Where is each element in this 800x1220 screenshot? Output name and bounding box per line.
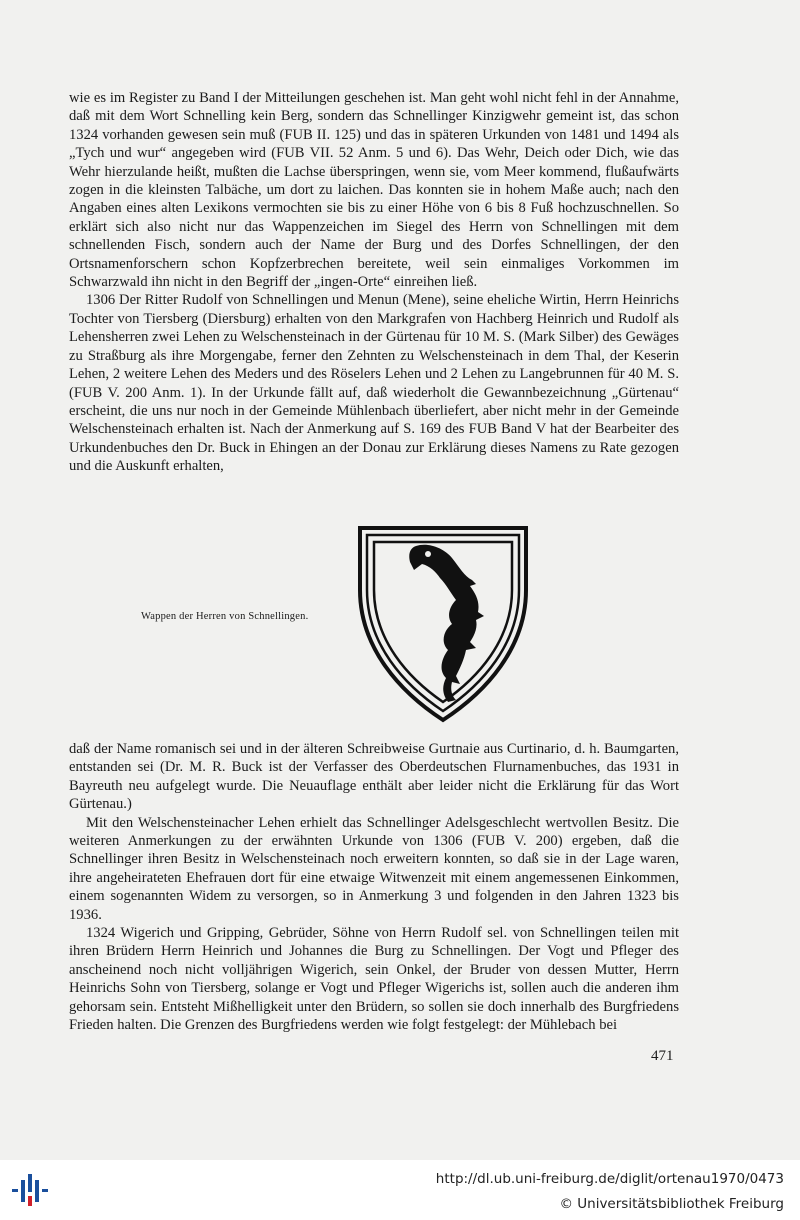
paragraph-5: 1324 Wigerich und Gripping, Gebrüder, Söhne von Herrn Rudolf sel. von Schnellingen teilen mit ihren Brüdern Herrn Heinrich und Johannes die Burg zu Schnellingen. Der Vogt und Pfleger des anscheinend noch nicht volljährigen Wigerich, sein Onkel, der Bruder von dessen Mutter, Herrn Heinrichs Sohn von Tiersberg, solange er Vogt und Pfleger Wigerichs ist, sollen auch die anderen ihm gehorsam sein. Entsteht Mißhelligkeit unter den Brüdern, so sollen sie doch innerhalb des Burgfriedens Frieden halten. Die Grenzen des Burgfriedens werden wie folgt festgelegt: der Mühlebach bei bbox=[69, 925, 679, 1034]
copyright-text: © Universitätsbibliothek Freiburg bbox=[559, 1196, 784, 1212]
figure-caption: Wappen der Herren von Schnellingen. bbox=[141, 611, 309, 622]
paragraph-1: wie es im Register zu Band I der Mitteilungen geschehen ist. Man geht wohl nicht fehl in der Annahme, daß mit dem Wort Schnelling kein Berg, sondern das Schnellinger Kinzigwehr gemeint ist, das schon 1324 vorhanden gewesen sein muß (FUB II. 125) und das in späteren Urkunden von 1481 und 1494 als „Tych und wur“ angegeben wird (FUB VII. 52 Anm. 5 und 6). Das Wehr, Deich oder Dich, wie das Wehr hierzulande heißt, mußten die Lachse überspringen, wenn sie, vom Meer kommend, flußaufwärts zogen in die kleinsten Talbäche, um dort zu laichen. Das konnten sie in hohem Maße auch; nach den Angaben eines alten Lexikons vermochten sie bis zu einer Höhe von 6 bis 8 Fuß hochzuschnellen. So erklärt sich also nicht nur das Wappenzeichen im Siegel des Herrn von Schnellingen mit dem schnellenden Fisch, sondern auch der Name der Burg und des Dorfes Schnellingen, der den Ortsnamenforschern schon Kopfzerbrechen bereitete, weil sein einmaliges Vorkommen im Schwarzwald ihn nicht in den Begriff der „ingen-Orte“ einreihen ließ. bbox=[69, 90, 679, 291]
paragraph-2: 1306 Der Ritter Rudolf von Schnellingen und Menun (Mene), seine eheliche Wirtin, Herrn Heinrichs Tochter von Tiersberg (Diersburg) erhalten von den Markgrafen von Hachberg Heinrich und Rudolf als Lehensherren zwei Lehen zu Welschensteinach in der Gürtenau für 10 M. S. (Mark Silber) des Gewäges zu Straßburg als ihre Morgengabe, ferner den Zehnten zu Welschensteinach in dem Thal, der Keserin Lehen, 2 weitere Lehen des Meders und des Röselers Lehen und 2 Lehen zu Langebrunnen für 40 M. S. (FUB V. 200 Anm. 1). In der Urkunde fällt auf, daß wiederholt die Gewannbezeichnung „Gürtenau“ erscheint, die uns nur noch in der Gemeinde Mühlenbach überliefert, aber nicht mehr in der Gemeinde Welschensteinach erhalten ist. Nach der Anmerkung auf S. 169 des FUB Band V hat der Bearbeiter des Urkundenbuches den Dr. Buck in Ehingen an der Donau zur Erklärung dieses Namens zu Rate gezogen und die Auskunft erhalten, bbox=[69, 292, 679, 475]
page-number: 471 bbox=[651, 1048, 674, 1064]
footer-bar bbox=[0, 1160, 800, 1220]
text-block-bottom bbox=[69, 740, 679, 1035]
coat-of-arms-image bbox=[356, 524, 530, 724]
text-block-top bbox=[69, 89, 679, 476]
permalink-url[interactable]: http://dl.ub.uni-freiburg.de/diglit/ortenau1970/0473 bbox=[435, 1171, 784, 1187]
paragraph-3: daß der Name romanisch sei und in der älteren Schreibweise Gurtnaie aus Curtinario, d. h. Baumgarten, entstanden sei (Dr. M. R. Buck ist der Verfasser des Oberdeutschen Flurnamenbuches, das 1931 in Bayreuth neu aufgelegt wurde. Die Neuauflage enthält aber leider nicht die Erklärung für das Wort Gürtenau.) bbox=[69, 741, 679, 813]
ub-freiburg-logo-icon bbox=[10, 1170, 50, 1210]
fish-eye-icon bbox=[425, 551, 431, 557]
paragraph-4: Mit den Welschensteinacher Lehen erhielt das Schnellinger Adelsgeschlecht wertvollen Besitz. Die weiteren Anmerkungen zu der erwähnten Urkunde von 1306 (FUB V. 200) ergeben, daß die Schnellinger ihren Besitz in Welschensteinach noch erweitern konnten, so daß sie in der Lage waren, ihre angeheirateten Ehefrauen dort für eine etwaige Witwenzeit mit einem angemessenen Einkommen, einem sogenannten Widem zu versorgen, so in Anmerkung 3 und folgenden in den Jahren 1323 bis 1936. bbox=[69, 814, 679, 923]
